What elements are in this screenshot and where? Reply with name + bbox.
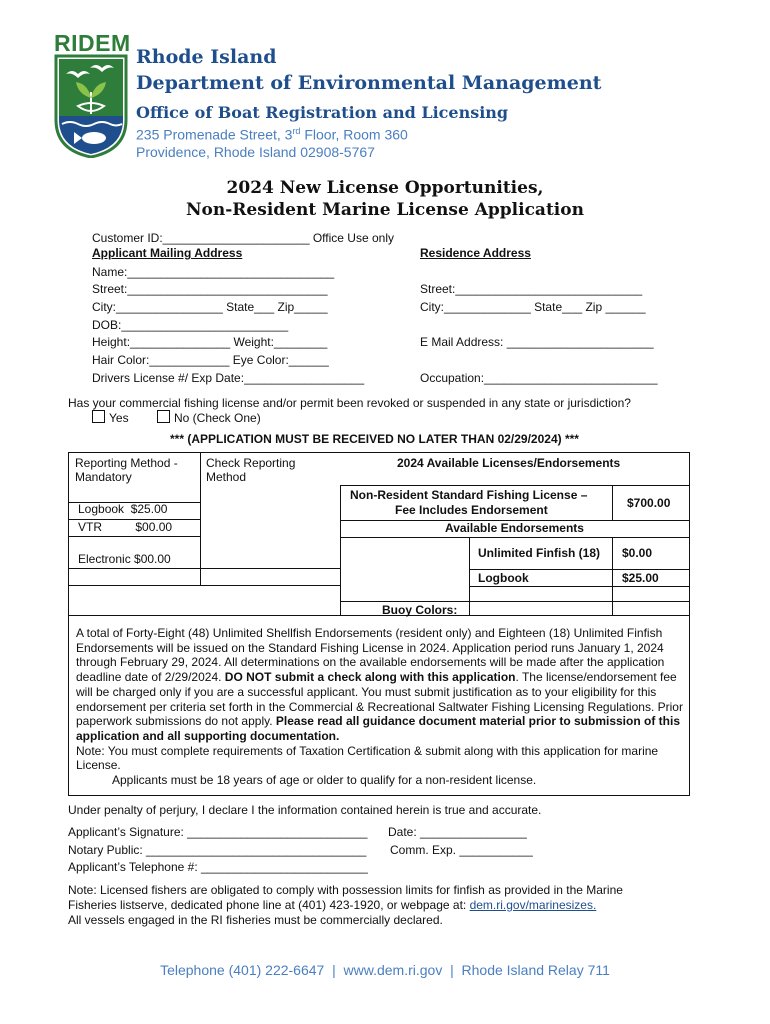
city-address: Providence, Rhode Island 02908-5767	[136, 144, 375, 160]
deadline-notice: *** (APPLICATION MUST BE RECEIVED NO LATER THAN 02/29/2024) ***	[170, 432, 579, 446]
street-address: 235 Promenade Street, 3rd Floor, Room 360	[136, 126, 408, 143]
unlimited-finfish-label: Unlimited Finfish (18)	[478, 546, 601, 560]
no-checkbox[interactable]	[157, 410, 170, 423]
residence-street-field[interactable]: Street:____________________________	[420, 282, 643, 296]
street-field[interactable]: Street:______________________________	[92, 282, 328, 296]
vtr-option: VTR $00.00	[78, 520, 173, 534]
unlimited-finfish-price: $0.00	[622, 546, 653, 560]
check-reporting-header-l1: Check Reporting	[206, 456, 296, 470]
dob-field[interactable]: DOB:_________________________	[92, 318, 289, 332]
available-endorsements-header: Available Endorsements	[445, 521, 584, 535]
comm-exp-field[interactable]: Comm. Exp. ___________	[390, 843, 533, 857]
notary-field[interactable]: Notary Public: _________________________________	[68, 843, 367, 857]
marine-sizes-link[interactable]: dem.ri.gov/marinesizes.	[469, 898, 597, 912]
residence-city-field[interactable]: City:_____________ State___ Zip ______	[420, 300, 646, 314]
mailing-address-heading: Applicant Mailing Address	[92, 246, 243, 260]
revoked-question: Has your commercial fishing license and/or permit been revoked or suspended in any state or jurisdiction?	[68, 396, 631, 410]
org-name-line2: Department of Environmental Management	[136, 72, 602, 94]
logbook-endorsement-price: $25.00	[622, 571, 659, 585]
reporting-method-header-l1: Reporting Method -	[75, 456, 178, 470]
nonres-license-l1: Non-Resident Standard Fishing License –	[350, 488, 588, 502]
buoy-colors-label: Buoy Colors:	[382, 603, 458, 617]
licenses-table	[68, 452, 690, 616]
note-line3: All vessels engaged in the RI fisheries must be commercially declared.	[68, 913, 443, 927]
email-field[interactable]: E Mail Address: ______________________	[420, 335, 654, 349]
perjury-statement: Under penalty of perjury, I declare I the information contained herein is true and accurate.	[68, 803, 542, 817]
applicant-telephone-field[interactable]: Applicant’s Telephone #: _________________________	[68, 860, 368, 874]
form-title-line1: 2024 New License Opportunities,	[226, 178, 544, 198]
drivers-license-field[interactable]: Drivers License #/ Exp Date:__________________	[92, 371, 365, 385]
office-name: Office of Boat Registration and Licensing	[136, 103, 509, 122]
org-name-line1: Rhode Island	[136, 46, 277, 68]
occupation-field[interactable]: Occupation:__________________________	[420, 371, 658, 385]
logbook-endorsement-label: Logbook	[478, 571, 529, 585]
no-option[interactable]: No (Check One)	[157, 410, 261, 425]
instructions-text: A total of Forty-Eight (48) Unlimited Shellfish Endorsements (resident only) and Eighteen (18) Unlimited Finfish Endorsements will be issued on the Standard Fishing License in 2024. Application period runs January 1, 2024 through February 29, 2024. All determinations on the available endorsements will be made after the application deadline date of 2/29/2024. DO NOT submit a check along with this application. The license/endorsement fee will be charged only if you are a successful applicant. You must submit justification as to your eligibility for this endorsement per criteria set forth in the Commercial & Recreational Saltwater Fishing Licensing Regulations. Prior paperwork submissions do not apply. Please read all guidance document material prior to submission of this application and all supporting documentation. Note: You must complete requirements of Taxation Certification & submit along with this application for marine License. Applicants must be 18 years of age or older to qualify for a non-resident license.	[76, 626, 683, 788]
reporting-method-header-l2: Mandatory	[75, 470, 132, 484]
residence-address-heading: Residence Address	[420, 246, 531, 260]
city-state-zip-field[interactable]: City:________________ State___ Zip_____	[92, 300, 328, 314]
height-weight-field[interactable]: Height:_______________ Weight:________	[92, 335, 328, 349]
footer-contact: Telephone (401) 222-6647 | www.dem.ri.gov | Rhode Island Relay 711	[160, 962, 610, 978]
form-title-line2: Non-Resident Marine License Application	[186, 200, 584, 220]
name-field[interactable]: Name:_______________________________	[92, 265, 335, 279]
nonres-license-l2: Fee Includes Endorsement	[395, 503, 548, 517]
nonres-license-price: $700.00	[627, 496, 671, 510]
yes-option[interactable]: Yes	[92, 410, 129, 425]
logbook-option: Logbook $25.00	[78, 502, 168, 516]
ridem-shield-logo	[54, 54, 128, 158]
ridem-logo-text: RIDEM	[54, 30, 131, 56]
note-line2: Fisheries listserve, dedicated phone line at (401) 423-1920, or webpage at: dem.ri.gov/marinesizes.	[68, 898, 597, 912]
yes-checkbox[interactable]	[92, 410, 105, 423]
customer-id-field[interactable]: Customer ID:______________________ Office Use only	[92, 231, 394, 245]
applicant-signature-field[interactable]: Applicant’s Signature: ___________________________	[68, 825, 368, 839]
electronic-option: Electronic $00.00	[78, 552, 171, 566]
note-line1: Note: Licensed fishers are obligated to comply with possession limits for finfish as provided in the Marine	[68, 883, 623, 897]
date-field[interactable]: Date: ________________	[388, 825, 527, 839]
check-reporting-header-l2: Method	[206, 470, 247, 484]
available-licenses-header: 2024 Available Licenses/Endorsements	[397, 456, 621, 470]
hair-eye-field[interactable]: Hair Color:____________ Eye Color:______	[92, 353, 329, 367]
